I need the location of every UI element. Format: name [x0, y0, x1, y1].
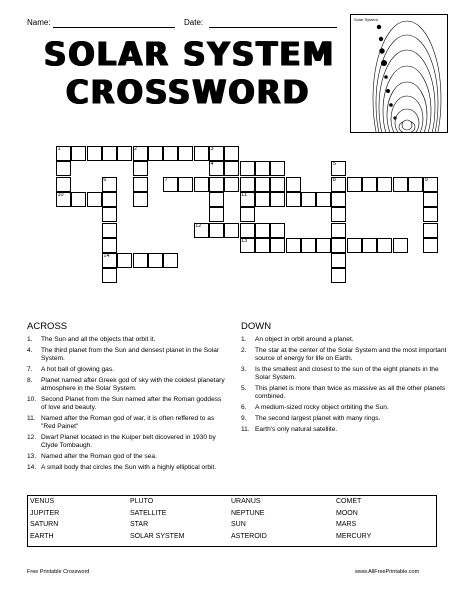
grid-cell[interactable]	[209, 161, 224, 176]
grid-cell[interactable]	[102, 268, 117, 283]
word-bank-item: URANUS	[231, 498, 261, 505]
clue-number: 11	[241, 191, 247, 198]
clue-text: The third planet from the Sun and densest planet in the Solar System.	[41, 347, 220, 362]
footer-left: Free Printable Crossword	[27, 569, 90, 575]
clue-number-label: 3.	[241, 366, 247, 373]
clue-text: A hot ball of glowing gas.	[41, 366, 114, 373]
grid-cell[interactable]	[224, 223, 239, 238]
grid-cell[interactable]	[377, 177, 392, 192]
name-label: Name:	[27, 18, 51, 27]
word-bank-item: MOON	[336, 509, 358, 517]
clue-text: The Sun and all the objects that orbit it.	[41, 336, 156, 343]
grid-cell[interactable]	[240, 238, 255, 253]
across-clue	[27, 396, 225, 412]
clue-text: Dwarf Planet located in the Kuiper belt dicovered in 1930 by Clyde Tombaugh.	[41, 434, 216, 449]
grid-cell[interactable]	[316, 192, 331, 207]
grid-cell[interactable]	[393, 238, 408, 253]
clue-text: Is the smallest and closest to the sun of the eight planets in the Solar System.	[255, 366, 439, 381]
clue-number: 10	[57, 191, 64, 198]
clue-number-label: 8.	[27, 377, 33, 384]
grid-cell[interactable]	[133, 161, 148, 176]
word-bank-item: VENUS	[30, 498, 55, 505]
clue-number: 7	[164, 176, 168, 183]
word-bank-item: ASTEROID	[231, 532, 267, 540]
grid-cell[interactable]	[255, 238, 270, 253]
clue-number-label: 11.	[27, 415, 36, 422]
solar-system-thumbnail	[350, 14, 448, 133]
across-clue	[27, 434, 225, 450]
grid-cell[interactable]	[133, 177, 148, 192]
word-bank-item: COMET	[336, 498, 362, 505]
down-clue	[241, 336, 447, 344]
clue-number-label: 14.	[27, 464, 37, 471]
grid-cell[interactable]	[362, 177, 377, 192]
clue-number: 8	[332, 176, 336, 183]
across-clue	[27, 366, 225, 374]
grid-cell[interactable]	[301, 238, 316, 253]
clue-text: Named after the Roman god of war, it is often reffered to as "Red Painet"	[41, 415, 215, 430]
grid-cell[interactable]	[362, 238, 377, 253]
grid-cell[interactable]	[331, 238, 346, 253]
clue-number: 13	[241, 237, 248, 244]
grid-cell[interactable]	[194, 223, 209, 238]
grid-cell[interactable]	[56, 177, 71, 192]
clue-text: The star at the center of the Solar System and the most important source of energy for life on Earth.	[255, 347, 447, 362]
down-clue	[241, 415, 447, 423]
clue-number: 2	[134, 146, 138, 152]
grid-cell[interactable]	[331, 161, 346, 176]
grid-cell[interactable]	[270, 161, 285, 176]
clue-number-label: 4.	[27, 347, 33, 354]
clue-number-label: 1.	[241, 336, 247, 343]
down-clue	[241, 404, 447, 412]
clue-number-label: 10.	[27, 396, 37, 403]
clue-number-label: 11.	[241, 426, 250, 433]
grid-cell[interactable]	[331, 207, 346, 222]
grid-cell[interactable]	[148, 253, 163, 268]
grid-cell[interactable]	[423, 192, 438, 207]
grid-cell[interactable]	[117, 146, 132, 161]
date-label: Date:	[184, 18, 204, 27]
clue-number: 1	[57, 146, 61, 152]
footer-right: www.AllFreePrintable.com	[355, 569, 420, 575]
across-clue-list	[27, 336, 225, 472]
grid-cell[interactable]	[255, 161, 270, 176]
clue-text: Planet named after Greek god of sky with the coldest planetary atmosphere in the Solar System.	[41, 377, 225, 392]
word-bank-item: STAR	[130, 521, 149, 528]
clue-number: 9	[424, 176, 428, 183]
across-heading: ACROSS	[27, 321, 68, 332]
grid-cell[interactable]	[102, 223, 117, 238]
grid-cell[interactable]	[194, 146, 209, 161]
word-bank-item: NEPTUNE	[231, 509, 265, 517]
clue-text: A medium-sized rocky object orbiting the Sun.	[255, 404, 389, 411]
down-clue	[241, 426, 447, 434]
clue-number: 14	[103, 253, 110, 260]
grid-cell[interactable]	[209, 177, 224, 192]
grid-cell[interactable]	[102, 146, 117, 161]
grid-cell[interactable]	[148, 146, 163, 161]
grid-cell[interactable]	[178, 177, 193, 192]
grid-cell[interactable]	[393, 177, 408, 192]
grid-cell[interactable]	[240, 192, 255, 207]
grid-cell[interactable]	[71, 192, 86, 207]
across-clue	[27, 347, 225, 363]
grid-cell[interactable]	[286, 192, 301, 207]
word-bank-item: JUPITER	[30, 509, 60, 517]
down-clue	[241, 347, 447, 363]
grid-cell[interactable]	[224, 177, 239, 192]
grid-cell[interactable]	[133, 146, 148, 161]
grid-cell[interactable]	[240, 177, 255, 192]
clue-number-label: 2.	[241, 347, 247, 354]
grid-cell[interactable]	[270, 192, 285, 207]
clue-text: An object in orbit around a planet.	[255, 336, 354, 343]
grid-cell[interactable]	[240, 161, 255, 176]
down-clue-list	[241, 336, 447, 434]
down-clue	[241, 385, 447, 401]
grid-cell[interactable]	[102, 177, 117, 192]
grid-cell[interactable]	[209, 192, 224, 207]
word-bank-item: MARS	[336, 521, 357, 528]
date-field[interactable]	[209, 27, 337, 28]
grid-cell[interactable]	[316, 238, 331, 253]
across-clue	[27, 336, 225, 344]
grid-cell[interactable]	[163, 177, 178, 192]
across-clue	[27, 453, 225, 461]
word-bank-item: EARTH	[30, 532, 54, 540]
clue-text: The second largest planet with many rings.	[255, 415, 381, 422]
grid-cell[interactable]	[102, 253, 117, 268]
clue-number-label: 9.	[241, 415, 247, 422]
grid-cell[interactable]	[423, 207, 438, 222]
orbits-illustration	[351, 15, 447, 132]
grid-cell[interactable]	[255, 223, 270, 238]
grid-cell[interactable]	[102, 207, 117, 222]
grid-cell[interactable]	[286, 177, 301, 192]
grid-cell[interactable]	[71, 146, 86, 161]
word-bank-item: MERCURY	[336, 532, 372, 540]
word-bank-item: SATURN	[30, 521, 59, 528]
word-bank-item: PLUTO	[130, 498, 154, 505]
grid-cell[interactable]	[240, 223, 255, 238]
word-bank-item: SUN	[231, 521, 246, 528]
thumbnail-caption: Solar System	[354, 17, 378, 22]
grid-cell[interactable]	[163, 253, 178, 268]
clue-number-label: 13.	[27, 453, 37, 460]
grid-cell[interactable]	[270, 177, 285, 192]
grid-cell[interactable]	[87, 192, 102, 207]
grid-cell[interactable]	[423, 223, 438, 238]
grid-cell[interactable]	[331, 223, 346, 238]
grid-cell[interactable]	[102, 238, 117, 253]
grid-cell[interactable]	[209, 223, 224, 238]
grid-cell[interactable]	[224, 161, 239, 176]
grid-cell[interactable]	[209, 207, 224, 222]
clue-number-label: 6.	[241, 404, 247, 411]
name-field[interactable]	[53, 27, 175, 28]
grid-cell[interactable]	[255, 192, 270, 207]
grid-cell[interactable]	[347, 177, 362, 192]
clue-number-label: 12.	[27, 434, 37, 441]
grid-cell[interactable]	[331, 253, 346, 268]
grid-cell[interactable]	[331, 177, 346, 192]
grid-cell[interactable]	[133, 192, 148, 207]
grid-cell[interactable]	[209, 146, 224, 161]
grid-cell[interactable]	[133, 253, 148, 268]
clue-text: Second Planet from the Sun named after the Roman goddess of love and beauty.	[41, 396, 222, 411]
clue-number: 5	[332, 161, 336, 168]
grid-cell[interactable]	[163, 146, 178, 161]
grid-cell[interactable]	[423, 238, 438, 253]
grid-cell[interactable]	[270, 223, 285, 238]
grid-cell[interactable]	[194, 177, 209, 192]
grid-cell[interactable]	[224, 146, 239, 161]
grid-cell[interactable]	[270, 238, 285, 253]
grid-cell[interactable]	[87, 146, 102, 161]
clue-text: Named after the Roman god of the sea.	[41, 453, 157, 460]
clue-text: This planet is more than twice as massive as all the other planets combined.	[255, 385, 446, 400]
grid-cell[interactable]	[377, 238, 392, 253]
grid-cell[interactable]	[331, 268, 346, 283]
word-bank	[27, 495, 437, 547]
clue-text: A small body that circles the Sun with a highly elliptical orbit.	[41, 464, 217, 471]
clue-text: Earth's only natural satellite.	[255, 426, 338, 433]
grid-cell[interactable]	[56, 192, 71, 207]
across-section	[27, 321, 225, 472]
grid-cell[interactable]	[331, 192, 346, 207]
grid-cell[interactable]	[255, 177, 270, 192]
grid-cell[interactable]	[56, 146, 71, 161]
down-heading: DOWN	[241, 321, 272, 332]
grid-cell[interactable]	[102, 192, 117, 207]
grid-cell[interactable]	[286, 238, 301, 253]
across-clue	[27, 415, 225, 431]
clue-number-label: 1.	[27, 336, 33, 343]
grid-cell[interactable]	[423, 177, 438, 192]
clue-number: 12	[195, 222, 202, 229]
clue-number: 6	[103, 176, 107, 183]
grid-cell[interactable]	[301, 192, 316, 207]
grid-cell[interactable]	[240, 207, 255, 222]
down-section	[241, 321, 447, 434]
grid-cell[interactable]	[347, 238, 362, 253]
clue-number-label: 7.	[27, 366, 33, 373]
down-clue	[241, 366, 447, 382]
clue-number-label: 5.	[241, 385, 247, 392]
word-bank-item: SATELLITE	[130, 509, 167, 517]
across-clue	[27, 377, 225, 393]
clue-number: 4	[210, 161, 214, 168]
clue-number: 3	[210, 146, 214, 152]
grid-cell[interactable]	[178, 146, 193, 161]
word-bank-item: SOLAR SYSTEM	[130, 532, 185, 540]
title-line-2: CROSSWORD	[66, 74, 311, 112]
title-line-1: SOLAR SYSTEM	[44, 36, 336, 74]
grid-cell[interactable]	[117, 253, 132, 268]
grid-cell[interactable]	[56, 161, 71, 176]
across-clue	[27, 464, 225, 472]
grid-cell[interactable]	[408, 177, 423, 192]
